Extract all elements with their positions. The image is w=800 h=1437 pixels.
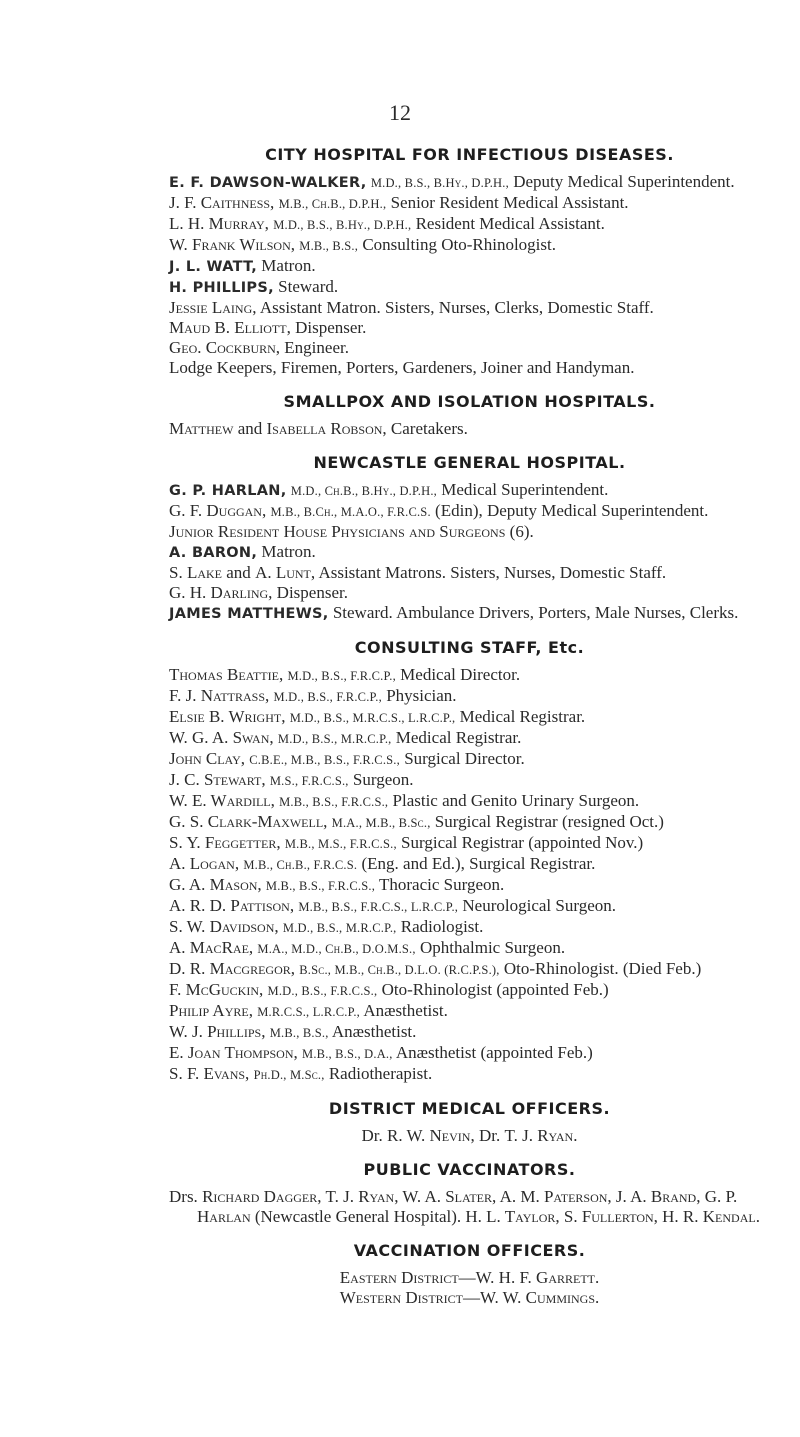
staff-entry [169,603,770,624]
staff-role: Oto-Rhinologist. (Died Feb.) [503,959,702,978]
staff-entry [169,770,770,791]
staff-name: Thomas Beattie, [169,665,284,684]
staff-role: Surgical Registrar (resigned Oct.) [434,812,664,831]
vaccinator-names: H. L. Taylor, S. Fullerton, H. R. Kendal. [465,1207,760,1226]
qualifications: M.S., F.R.C.S., [269,774,349,788]
title-prefix: Dr. [361,1126,383,1145]
staff-role: Matron. [261,256,316,275]
staff-entry [169,563,770,583]
staff-name: H. PHILLIPS, [169,280,274,296]
staff-name: A. R. D. Pattison, [169,896,295,915]
staff-entry [169,854,770,875]
staff-entry [169,1001,770,1022]
qualifications: M.B., B.S., [299,239,359,253]
staff-role: Medical Registrar. [395,728,522,747]
staff-role: Surgical Director. [404,749,525,768]
qualifications: M.D., B.S., M.R.C.P., [277,732,392,746]
staff-name: A. Lunt, [255,563,316,582]
staff-role: Matron. [261,542,316,561]
staff-name: JAMES MATTHEWS, [169,606,329,622]
staff-entry [169,959,770,980]
qualifications: M.D., B.S., F.R.C.P., [287,669,396,683]
staff-role: Engineer. [284,338,349,357]
staff-name: S. W. Davidson, [169,917,279,936]
qualifications: M.B., Ch.B., D.P.H., [278,197,387,211]
staff-entry [169,875,770,896]
staff-entry [169,172,770,193]
qualifications: M.D., Ch.B., B.Hy., D.P.H., [290,484,437,498]
staff-entry [169,298,770,318]
staff-name: G. H. Darling, [169,583,273,602]
section-title: CONSULTING STAFF, Etc. [354,638,585,657]
staff-role: Medical Superintendent. [441,480,609,499]
qualifications: M.D., B.S., M.R.C.S., L.R.C.P., [289,711,456,725]
staff-entry [169,277,770,298]
staff-role: Physician. [386,686,457,705]
staff-role: Deputy Medical Superintendent. [513,172,735,191]
staff-role: Dispenser. [295,318,367,337]
staff-role: Steward. [278,277,339,296]
staff-name: L. H. Murray, [169,214,269,233]
staff-name: G. A. Mason, [169,875,262,894]
qualifications: M.B., Ch.B., F.R.C.S. [243,858,358,872]
staff-name: A. BARON, [169,545,258,561]
staff-name: G. S. Clark-Maxwell, [169,812,328,831]
staff-name: Matthew [169,419,234,438]
staff-role: Radiologist. [400,917,484,936]
staff-entry [169,1043,770,1064]
staff-role: (6). [509,522,534,541]
staff-name: Geo. Cockburn, [169,338,281,357]
staff-entry [169,235,770,256]
staff-role: Dispenser. [276,583,348,602]
staff-role: Assistant Matrons. Sisters, Nurses, Domestic Staff. [318,563,667,582]
staff-role: (Eng. and Ed.), Surgical Registrar. [361,854,596,873]
section-title: DISTRICT MEDICAL OFFICERS. [328,1099,611,1118]
district-officer-line: Eastern District—W. H. F. Garrett. [339,1268,600,1287]
staff-name: G. P. HARLAN, [169,483,287,499]
staff-entry [169,522,770,542]
staff-role: Steward. Ambulance Drivers, Porters, Male Nurses, Clerks. [332,603,739,622]
staff-entry [169,707,770,728]
qualifications: M.D., B.S., B.Hy., D.P.H., [273,218,412,232]
page-content [169,145,770,1308]
staff-entry [169,318,770,338]
district-officer-line: Western District—W. W. Cummings. [339,1288,600,1307]
staff-name: Isabella Robson, [266,419,387,438]
staff-role: Anæsthetist (appointed Feb.) [395,1043,593,1062]
qualifications: M.B., B.S., F.R.C.S., [279,795,389,809]
qualifications: M.B., B.S., F.R.C.S., [265,879,376,893]
qualifications: M.A., M.B., B.Sc., [331,816,431,830]
qualifications: M.B., B.S., F.R.C.S., L.R.C.P., [298,900,459,914]
staff-name: A. MacRae, [169,938,254,957]
staff-name: G. F. Duggan, [169,501,267,520]
staff-entry [169,791,770,812]
staff-entry [169,686,770,707]
section-title: PUBLIC VACCINATORS. [363,1160,576,1179]
staff-entry [169,896,770,917]
staff-role: Plastic and Genito Urinary Surgeon. [392,791,640,810]
staff-name: J. L. WATT, [169,259,258,275]
qualifications: M.A., M.D., Ch.B., D.O.M.S., [257,942,416,956]
staff-entry [169,917,770,938]
staff-role: Resident Medical Assistant. [415,214,605,233]
staff-entry [169,833,770,854]
staff-name: F. McGuckin, [169,980,264,999]
qualifications: C.B.E., M.B., B.S., F.R.C.S., [249,753,400,767]
staff-name: J. C. Stewart, [169,770,266,789]
staff-entry [169,583,770,603]
section-title: NEWCASTLE GENERAL HOSPITAL. [313,453,626,472]
staff-role: Radiotherapist. [328,1064,433,1083]
staff-entry [169,480,770,501]
staff-entry [169,256,770,277]
staff-role: Medical Director. [400,665,521,684]
staff-entry [169,419,770,439]
qualifications: M.B., B.Ch., M.A.O., F.R.C.S. [270,505,431,519]
title-prefix: Dr. [478,1126,501,1145]
staff-role: and [237,419,263,438]
staff-entry [169,980,770,1001]
staff-entry [169,749,770,770]
page-number: 12 [389,100,411,125]
staff-role: Caretakers. [390,419,468,438]
staff-role: Medical Registrar. [459,707,586,726]
staff-name: Maud B. Elliott, [169,318,291,337]
staff-role: Thoracic Surgeon. [379,875,505,894]
staff-name: A. Logan, [169,854,240,873]
staff-role: Oto-Rhinologist (appointed Feb.) [381,980,609,999]
staff-role: (Edin), Deputy Medical Superintendent. [435,501,709,520]
staff-name: John Clay, [169,749,246,768]
staff-role: Ophthalmic Surgeon. [419,938,566,957]
section-title: VACCINATION OFFICERS. [353,1241,586,1260]
staff-role: Senior Resident Medical Assistant. [390,193,629,212]
staff-role: Lodge Keepers, Firemen, Porters, Gardeners, Joiner and Handyman. [169,358,635,377]
staff-name: Elsie B. Wright, [169,707,286,726]
staff-entry [169,938,770,959]
staff-role: Surgical Registrar (appointed Nov.) [401,833,644,852]
vaccinator-names: Richard Dagger, T. J. Ryan, W. A. Slater, A. M. Paterson, J. A. Brand, G. P. Harlan [197,1187,738,1226]
staff-name: W. J. Phillips, [169,1022,266,1041]
staff-role: Assistant Matron. Sisters, Nurses, Clerks, Domestic Staff. [259,298,654,317]
staff-entry [169,665,770,686]
staff-role: and [226,563,251,582]
staff-name: S. F. Evans, [169,1064,250,1083]
staff-name: W. E. Wardill, [169,791,275,810]
officer-line [169,1126,770,1146]
staff-name: E. Joan Thompson, [169,1043,298,1062]
staff-entry [169,728,770,749]
staff-role: Anæsthetist. [363,1001,448,1020]
staff-entry [169,812,770,833]
qualifications: M.D., B.S., F.R.C.S., [267,984,378,998]
staff-role: Neurological Surgeon. [462,896,616,915]
title-prefix: Drs. [169,1187,198,1206]
section-title: CITY HOSPITAL FOR INFECTIOUS DISEASES. [265,145,674,164]
officer-name: T. J. Ryan. [504,1126,578,1145]
staff-entry [169,358,770,378]
qualifications: B.Sc., M.B., Ch.B., D.L.O. (R.C.P.S.), [299,963,500,977]
qualifications: M.D., B.S., M.R.C.P., [282,921,397,935]
qualifications: M.D., B.S., B.Hy., D.P.H., [370,176,509,190]
qualifications: Ph.D., M.Sc., [253,1068,325,1082]
vaccinator-note: (Newcastle General Hospital). [250,1207,466,1226]
staff-role: Anæsthetist. [331,1022,417,1041]
staff-entry [169,1064,770,1085]
staff-entry [169,193,770,214]
staff-name: W. Frank Wilson, [169,235,296,254]
staff-name: Junior Resident House Physicians and Surgeons [169,522,506,541]
staff-name: D. R. Macgregor, [169,959,295,978]
staff-name: Jessie Laing, [169,298,257,317]
staff-role: Consulting Oto-Rhinologist. [362,235,556,254]
staff-name: S. Y. Feggetter, [169,833,281,852]
section-title: SMALLPOX AND ISOLATION HOSPITALS. [283,392,656,411]
qualifications: M.B., B.S., [269,1026,329,1040]
qualifications: M.B., M.S., F.R.C.S., [284,837,397,851]
staff-name: F. J. Nattrass, [169,686,270,705]
qualifications: M.R.C.S., L.R.C.P., [257,1005,361,1019]
staff-entry [169,338,770,358]
staff-name: W. G. A. Swan, [169,728,274,747]
staff-role: Surgeon. [352,770,414,789]
staff-name: S. Lake [169,563,223,582]
staff-name: J. F. Caithness, [169,193,275,212]
staff-entry [169,501,770,522]
staff-name: E. F. DAWSON-WALKER, [169,175,367,191]
qualifications: M.D., B.S., F.R.C.P., [273,690,382,704]
staff-entry [169,542,770,563]
staff-entry [169,214,770,235]
staff-entry [169,1022,770,1043]
vaccinators-paragraph [169,1187,770,1227]
officer-name: R. W. Nevin, [387,1126,475,1145]
qualifications: M.B., B.S., D.A., [302,1047,393,1061]
staff-name: Philip Ayre, [169,1001,253,1020]
